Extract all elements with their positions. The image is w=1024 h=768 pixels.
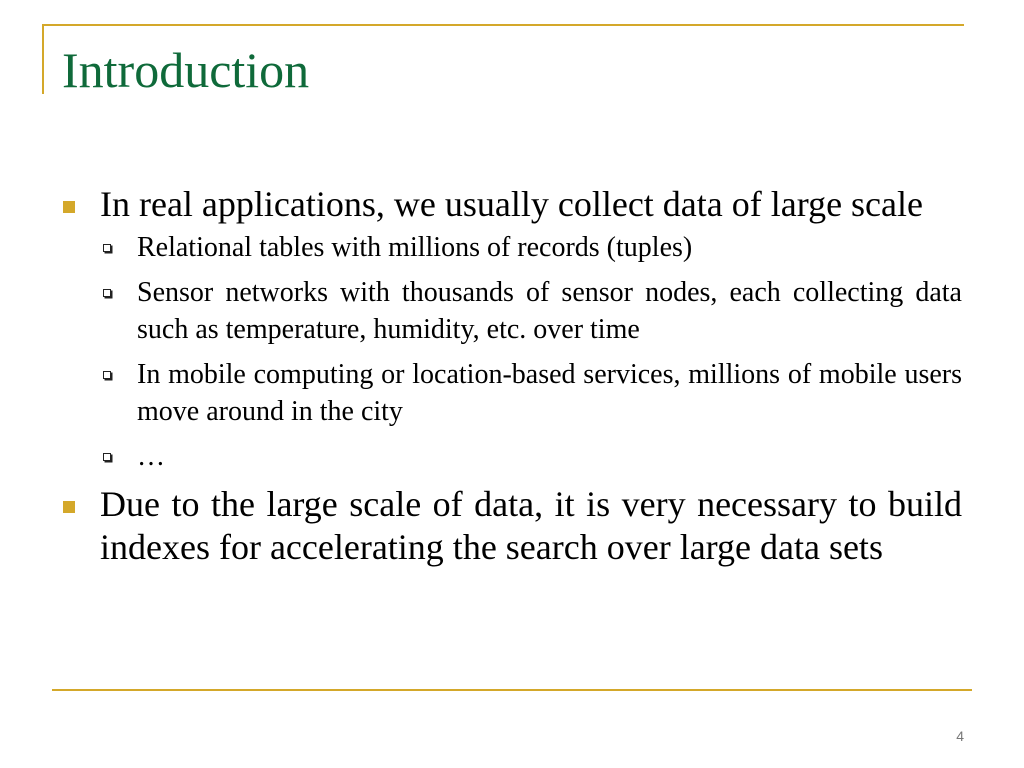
sub-bullet-item [58, 229, 962, 266]
square-bullet-icon [63, 201, 75, 213]
sub-bullet-text: Sensor networks with thousands of sensor nodes, each collecting data such as temperature, humidity, etc. over time [137, 277, 962, 345]
hollow-square-bullet-icon [103, 289, 111, 297]
sub-bullet-text: In mobile computing or location-based services, millions of mobile users move around in the city [137, 359, 962, 427]
hollow-square-bullet-icon [103, 453, 111, 461]
square-bullet-icon [63, 501, 75, 513]
sub-bullet-text: … [137, 441, 165, 472]
slide-title: Introduction [62, 42, 310, 98]
slide-content [58, 183, 962, 569]
footer-divider [52, 689, 972, 691]
sub-bullet-item [58, 438, 962, 475]
title-frame-top-line [42, 24, 964, 26]
bullet-text: Due to the large scale of data, it is very necessary to build indexes for accelerating the search over large data sets [100, 484, 962, 567]
hollow-square-bullet-icon [103, 244, 111, 252]
page-number: 4 [956, 728, 964, 744]
bullet-text: In real applications, we usually collect data of large scale [100, 184, 923, 224]
sub-bullet-list [58, 229, 962, 475]
hollow-square-bullet-icon [103, 371, 111, 379]
sub-bullet-text: Relational tables with millions of records (tuples) [137, 232, 693, 263]
sub-bullet-item [58, 356, 962, 430]
bullet-item [58, 483, 962, 569]
sub-bullet-item [58, 274, 962, 348]
bullet-item [58, 183, 962, 226]
title-frame-left-line [42, 24, 44, 94]
